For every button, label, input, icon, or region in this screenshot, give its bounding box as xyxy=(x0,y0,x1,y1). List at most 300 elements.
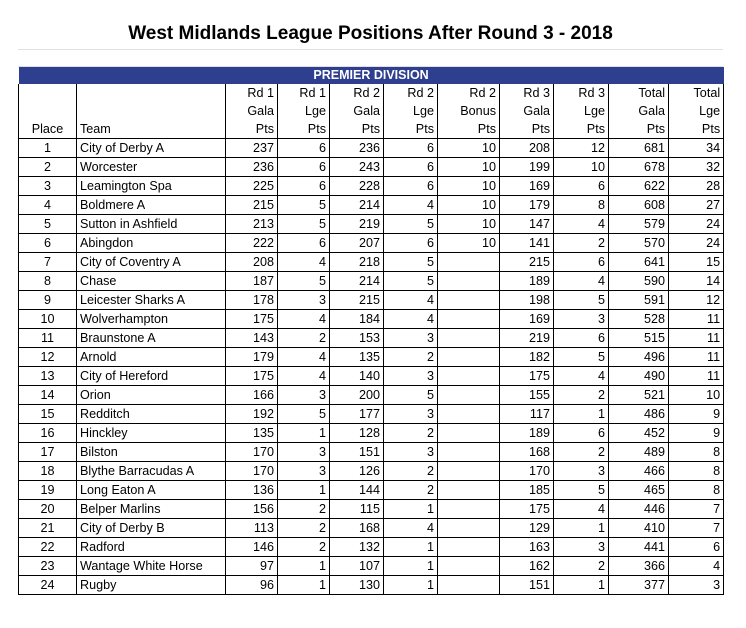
cell-rd3-gala: 199 xyxy=(500,158,554,177)
cell-total-gala: 489 xyxy=(609,443,669,462)
cell-rd3-gala: 208 xyxy=(500,139,554,158)
cell-team: Wantage White Horse xyxy=(77,557,226,576)
table-row xyxy=(19,557,724,576)
cell-team: Abingdon xyxy=(77,234,226,253)
cell-rd1-gala: 213 xyxy=(226,215,278,234)
cell-place: 10 xyxy=(19,310,77,329)
header-cell-total-lge: Lge xyxy=(669,102,724,120)
cell-rd2-lge: 4 xyxy=(384,196,438,215)
cell-total-lge: 8 xyxy=(669,443,724,462)
cell-rd2-gala: 184 xyxy=(330,310,384,329)
cell-rd2-bonus xyxy=(438,424,500,443)
cell-rd3-gala: 168 xyxy=(500,443,554,462)
cell-rd3-lge: 5 xyxy=(554,291,609,310)
cell-rd2-bonus: 10 xyxy=(438,215,500,234)
cell-rd1-lge: 1 xyxy=(278,424,330,443)
cell-team: City of Derby A xyxy=(77,139,226,158)
cell-rd1-lge: 1 xyxy=(278,557,330,576)
cell-place: 13 xyxy=(19,367,77,386)
cell-rd1-lge: 6 xyxy=(278,177,330,196)
cell-total-lge: 9 xyxy=(669,405,724,424)
header-cell-total-gala: Gala xyxy=(609,102,669,120)
cell-team: Leamington Spa xyxy=(77,177,226,196)
cell-total-gala: 441 xyxy=(609,538,669,557)
cell-rd3-gala: 189 xyxy=(500,424,554,443)
cell-rd2-gala: 236 xyxy=(330,139,384,158)
cell-team: City of Hereford xyxy=(77,367,226,386)
cell-rd3-gala: 155 xyxy=(500,386,554,405)
cell-rd2-gala: 144 xyxy=(330,481,384,500)
cell-rd2-bonus: 10 xyxy=(438,234,500,253)
cell-rd3-lge: 3 xyxy=(554,538,609,557)
cell-rd2-gala: 140 xyxy=(330,367,384,386)
cell-rd2-lge: 3 xyxy=(384,405,438,424)
cell-total-gala: 579 xyxy=(609,215,669,234)
cell-total-lge: 11 xyxy=(669,348,724,367)
cell-rd3-gala: 185 xyxy=(500,481,554,500)
cell-rd1-gala: 236 xyxy=(226,158,278,177)
cell-team: Orion xyxy=(77,386,226,405)
cell-rd1-lge: 1 xyxy=(278,481,330,500)
cell-rd1-lge: 6 xyxy=(278,234,330,253)
header-cell-team: Team xyxy=(77,120,226,139)
cell-team: Hinckley xyxy=(77,424,226,443)
cell-rd3-lge: 6 xyxy=(554,329,609,348)
cell-total-lge: 3 xyxy=(669,576,724,595)
cell-total-gala: 466 xyxy=(609,462,669,481)
header-cell-rd3-lge: Lge xyxy=(554,102,609,120)
cell-team: Sutton in Ashfield xyxy=(77,215,226,234)
cell-rd2-gala: 132 xyxy=(330,538,384,557)
cell-rd2-bonus xyxy=(438,291,500,310)
cell-team: Chase xyxy=(77,272,226,291)
cell-rd2-bonus xyxy=(438,253,500,272)
cell-rd3-lge: 1 xyxy=(554,519,609,538)
cell-rd2-gala: 177 xyxy=(330,405,384,424)
cell-rd1-gala: 156 xyxy=(226,500,278,519)
table-row xyxy=(19,234,724,253)
cell-rd2-bonus: 10 xyxy=(438,196,500,215)
cell-team: Bilston xyxy=(77,443,226,462)
header-cell-rd2-lge: Rd 2 xyxy=(384,84,438,102)
cell-rd2-bonus xyxy=(438,310,500,329)
cell-rd3-gala: 151 xyxy=(500,576,554,595)
cell-place: 22 xyxy=(19,538,77,557)
spreadsheet xyxy=(18,18,723,595)
table-row xyxy=(19,500,724,519)
cell-rd3-lge: 3 xyxy=(554,462,609,481)
cell-rd2-gala: 115 xyxy=(330,500,384,519)
cell-rd2-bonus xyxy=(438,538,500,557)
header-row xyxy=(19,84,724,102)
cell-place: 1 xyxy=(19,139,77,158)
cell-total-lge: 15 xyxy=(669,253,724,272)
cell-rd2-bonus xyxy=(438,443,500,462)
cell-total-gala: 590 xyxy=(609,272,669,291)
cell-total-lge: 7 xyxy=(669,519,724,538)
header-cell-rd1-gala: Pts xyxy=(226,120,278,139)
cell-rd2-lge: 4 xyxy=(384,519,438,538)
cell-rd1-lge: 4 xyxy=(278,348,330,367)
cell-place: 24 xyxy=(19,576,77,595)
cell-team: Worcester xyxy=(77,158,226,177)
cell-rd2-gala: 126 xyxy=(330,462,384,481)
cell-rd1-lge: 3 xyxy=(278,291,330,310)
cell-rd3-gala: 175 xyxy=(500,500,554,519)
cell-rd2-lge: 4 xyxy=(384,291,438,310)
header-cell-place xyxy=(19,102,77,120)
cell-team: Boldmere A xyxy=(77,196,226,215)
cell-rd2-lge: 2 xyxy=(384,348,438,367)
table-row xyxy=(19,215,724,234)
cell-rd1-gala: 170 xyxy=(226,443,278,462)
cell-rd1-gala: 179 xyxy=(226,348,278,367)
cell-rd1-lge: 6 xyxy=(278,158,330,177)
cell-total-lge: 9 xyxy=(669,424,724,443)
cell-team: City of Derby B xyxy=(77,519,226,538)
cell-rd2-bonus xyxy=(438,386,500,405)
cell-total-lge: 34 xyxy=(669,139,724,158)
cell-place: 6 xyxy=(19,234,77,253)
cell-rd1-lge: 4 xyxy=(278,253,330,272)
cell-rd3-gala: 170 xyxy=(500,462,554,481)
blank-row xyxy=(18,50,723,67)
cell-rd2-lge: 5 xyxy=(384,215,438,234)
cell-rd1-gala: 237 xyxy=(226,139,278,158)
cell-rd2-gala: 200 xyxy=(330,386,384,405)
cell-rd2-gala: 168 xyxy=(330,519,384,538)
cell-rd2-bonus: 10 xyxy=(438,139,500,158)
cell-rd2-lge: 5 xyxy=(384,253,438,272)
cell-rd2-bonus xyxy=(438,557,500,576)
cell-rd2-bonus xyxy=(438,576,500,595)
table-row xyxy=(19,576,724,595)
table-row xyxy=(19,272,724,291)
cell-team: Braunstone A xyxy=(77,329,226,348)
cell-rd1-lge: 4 xyxy=(278,367,330,386)
cell-rd1-lge: 2 xyxy=(278,500,330,519)
header-cell-rd2-lge: Pts xyxy=(384,120,438,139)
cell-total-lge: 14 xyxy=(669,272,724,291)
cell-place: 3 xyxy=(19,177,77,196)
cell-place: 9 xyxy=(19,291,77,310)
cell-rd3-lge: 4 xyxy=(554,500,609,519)
header-row xyxy=(19,120,724,139)
cell-rd1-gala: 187 xyxy=(226,272,278,291)
header-cell-rd1-lge: Pts xyxy=(278,120,330,139)
cell-rd3-lge: 2 xyxy=(554,386,609,405)
cell-place: 7 xyxy=(19,253,77,272)
header-cell-total-gala: Pts xyxy=(609,120,669,139)
cell-team: Arnold xyxy=(77,348,226,367)
cell-rd3-gala: 162 xyxy=(500,557,554,576)
cell-team: Belper Marlins xyxy=(77,500,226,519)
header-cell-total-lge: Pts xyxy=(669,120,724,139)
cell-total-lge: 7 xyxy=(669,500,724,519)
cell-total-gala: 521 xyxy=(609,386,669,405)
cell-rd1-gala: 135 xyxy=(226,424,278,443)
table-row xyxy=(19,462,724,481)
cell-total-lge: 10 xyxy=(669,386,724,405)
cell-rd2-gala: 243 xyxy=(330,158,384,177)
cell-total-gala: 678 xyxy=(609,158,669,177)
cell-rd3-lge: 3 xyxy=(554,310,609,329)
cell-rd1-lge: 3 xyxy=(278,386,330,405)
cell-place: 15 xyxy=(19,405,77,424)
cell-total-lge: 27 xyxy=(669,196,724,215)
cell-place: 20 xyxy=(19,500,77,519)
cell-rd1-lge: 3 xyxy=(278,443,330,462)
table-row xyxy=(19,405,724,424)
cell-rd1-gala: 136 xyxy=(226,481,278,500)
cell-rd2-gala: 219 xyxy=(330,215,384,234)
cell-rd3-lge: 4 xyxy=(554,272,609,291)
cell-rd2-gala: 135 xyxy=(330,348,384,367)
header-cell-rd1-gala: Rd 1 xyxy=(226,84,278,102)
cell-rd2-lge: 2 xyxy=(384,481,438,500)
cell-team: Redditch xyxy=(77,405,226,424)
cell-rd2-bonus xyxy=(438,481,500,500)
cell-rd1-gala: 222 xyxy=(226,234,278,253)
cell-rd2-gala: 214 xyxy=(330,272,384,291)
header-cell-team xyxy=(77,102,226,120)
cell-rd3-gala: 182 xyxy=(500,348,554,367)
cell-team: Blythe Barracudas A xyxy=(77,462,226,481)
cell-rd1-gala: 96 xyxy=(226,576,278,595)
cell-total-lge: 8 xyxy=(669,481,724,500)
cell-rd2-lge: 2 xyxy=(384,424,438,443)
cell-rd2-lge: 1 xyxy=(384,538,438,557)
table-row xyxy=(19,291,724,310)
header-cell-rd1-lge: Rd 1 xyxy=(278,84,330,102)
cell-total-lge: 11 xyxy=(669,367,724,386)
header-cell-total-gala: Total xyxy=(609,84,669,102)
header-cell-place xyxy=(19,84,77,102)
cell-rd2-lge: 6 xyxy=(384,177,438,196)
cell-rd1-gala: 178 xyxy=(226,291,278,310)
cell-rd2-bonus xyxy=(438,272,500,291)
header-cell-rd3-gala: Rd 3 xyxy=(500,84,554,102)
cell-rd3-lge: 2 xyxy=(554,557,609,576)
cell-rd1-gala: 170 xyxy=(226,462,278,481)
table-row xyxy=(19,177,724,196)
cell-total-gala: 486 xyxy=(609,405,669,424)
cell-rd2-bonus xyxy=(438,500,500,519)
cell-rd3-gala: 129 xyxy=(500,519,554,538)
header-cell-rd2-bonus: Rd 2 xyxy=(438,84,500,102)
header-cell-rd3-lge: Pts xyxy=(554,120,609,139)
cell-total-lge: 6 xyxy=(669,538,724,557)
cell-rd1-gala: 146 xyxy=(226,538,278,557)
cell-rd3-gala: 189 xyxy=(500,272,554,291)
cell-total-gala: 641 xyxy=(609,253,669,272)
cell-rd1-gala: 208 xyxy=(226,253,278,272)
cell-rd3-gala: 219 xyxy=(500,329,554,348)
cell-rd3-gala: 175 xyxy=(500,367,554,386)
cell-rd1-lge: 5 xyxy=(278,215,330,234)
cell-rd3-lge: 6 xyxy=(554,253,609,272)
cell-total-gala: 681 xyxy=(609,139,669,158)
cell-team: City of Coventry A xyxy=(77,253,226,272)
cell-total-lge: 24 xyxy=(669,215,724,234)
cell-rd1-lge: 2 xyxy=(278,519,330,538)
cell-rd3-lge: 6 xyxy=(554,424,609,443)
cell-total-lge: 11 xyxy=(669,310,724,329)
header-cell-rd2-gala: Pts xyxy=(330,120,384,139)
cell-rd3-gala: 179 xyxy=(500,196,554,215)
table-row xyxy=(19,329,724,348)
table-row xyxy=(19,253,724,272)
cell-rd2-lge: 6 xyxy=(384,234,438,253)
cell-rd2-gala: 130 xyxy=(330,576,384,595)
cell-rd2-lge: 1 xyxy=(384,557,438,576)
table-row xyxy=(19,310,724,329)
cell-rd2-gala: 218 xyxy=(330,253,384,272)
cell-team: Rugby xyxy=(77,576,226,595)
cell-rd1-gala: 175 xyxy=(226,367,278,386)
cell-rd2-bonus xyxy=(438,367,500,386)
header-cell-rd2-bonus: Pts xyxy=(438,120,500,139)
header-cell-place: Place xyxy=(19,120,77,139)
cell-total-lge: 28 xyxy=(669,177,724,196)
cell-rd3-gala: 147 xyxy=(500,215,554,234)
cell-rd3-gala: 163 xyxy=(500,538,554,557)
cell-total-gala: 446 xyxy=(609,500,669,519)
cell-rd3-lge: 8 xyxy=(554,196,609,215)
cell-rd1-gala: 97 xyxy=(226,557,278,576)
cell-rd1-gala: 175 xyxy=(226,310,278,329)
cell-rd1-lge: 4 xyxy=(278,310,330,329)
cell-place: 21 xyxy=(19,519,77,538)
cell-rd2-bonus xyxy=(438,405,500,424)
table-row xyxy=(19,519,724,538)
cell-rd1-gala: 215 xyxy=(226,196,278,215)
cell-rd1-lge: 1 xyxy=(278,576,330,595)
cell-rd2-bonus xyxy=(438,462,500,481)
cell-rd3-gala: 141 xyxy=(500,234,554,253)
cell-place: 12 xyxy=(19,348,77,367)
table-row xyxy=(19,481,724,500)
cell-rd2-lge: 6 xyxy=(384,139,438,158)
header-cell-total-lge: Total xyxy=(669,84,724,102)
cell-total-gala: 591 xyxy=(609,291,669,310)
cell-total-lge: 24 xyxy=(669,234,724,253)
cell-total-gala: 452 xyxy=(609,424,669,443)
cell-rd1-lge: 5 xyxy=(278,272,330,291)
cell-rd3-lge: 10 xyxy=(554,158,609,177)
cell-rd3-gala: 215 xyxy=(500,253,554,272)
cell-rd2-lge: 5 xyxy=(384,272,438,291)
cell-place: 19 xyxy=(19,481,77,500)
header-row xyxy=(19,102,724,120)
cell-team: Wolverhampton xyxy=(77,310,226,329)
table-row xyxy=(19,386,724,405)
table-row xyxy=(19,139,724,158)
header-cell-rd2-lge: Lge xyxy=(384,102,438,120)
cell-total-gala: 528 xyxy=(609,310,669,329)
cell-rd2-gala: 214 xyxy=(330,196,384,215)
cell-place: 2 xyxy=(19,158,77,177)
cell-rd2-gala: 153 xyxy=(330,329,384,348)
cell-team: Leicester Sharks A xyxy=(77,291,226,310)
cell-total-lge: 32 xyxy=(669,158,724,177)
cell-place: 16 xyxy=(19,424,77,443)
cell-rd1-lge: 6 xyxy=(278,139,330,158)
cell-rd2-lge: 3 xyxy=(384,367,438,386)
table-row xyxy=(19,196,724,215)
cell-rd3-gala: 169 xyxy=(500,310,554,329)
cell-place: 18 xyxy=(19,462,77,481)
cell-total-gala: 570 xyxy=(609,234,669,253)
header-cell-rd2-gala: Gala xyxy=(330,102,384,120)
cell-total-gala: 410 xyxy=(609,519,669,538)
cell-team: Long Eaton A xyxy=(77,481,226,500)
cell-rd2-bonus: 10 xyxy=(438,177,500,196)
cell-place: 8 xyxy=(19,272,77,291)
cell-rd2-lge: 5 xyxy=(384,386,438,405)
header-cell-rd1-gala: Gala xyxy=(226,102,278,120)
cell-rd2-gala: 128 xyxy=(330,424,384,443)
cell-rd3-lge: 4 xyxy=(554,367,609,386)
cell-place: 14 xyxy=(19,386,77,405)
cell-rd1-lge: 2 xyxy=(278,538,330,557)
cell-rd2-bonus xyxy=(438,348,500,367)
cell-rd3-lge: 5 xyxy=(554,348,609,367)
cell-rd2-gala: 215 xyxy=(330,291,384,310)
cell-rd2-bonus xyxy=(438,519,500,538)
header-cell-rd3-gala: Pts xyxy=(500,120,554,139)
header-cell-rd3-gala: Gala xyxy=(500,102,554,120)
cell-place: 23 xyxy=(19,557,77,576)
cell-team: Radford xyxy=(77,538,226,557)
cell-total-gala: 366 xyxy=(609,557,669,576)
cell-rd2-gala: 228 xyxy=(330,177,384,196)
table-row xyxy=(19,424,724,443)
cell-rd3-lge: 2 xyxy=(554,443,609,462)
division-title: PREMIER DIVISION xyxy=(19,67,724,84)
cell-rd3-lge: 12 xyxy=(554,139,609,158)
cell-rd3-lge: 4 xyxy=(554,215,609,234)
cell-total-gala: 465 xyxy=(609,481,669,500)
table-row xyxy=(19,367,724,386)
cell-rd2-gala: 107 xyxy=(330,557,384,576)
cell-rd1-lge: 5 xyxy=(278,196,330,215)
cell-rd1-gala: 113 xyxy=(226,519,278,538)
header-cell-team xyxy=(77,84,226,102)
league-table xyxy=(18,67,724,595)
sheet-title: West Midlands League Positions After Round 3 - 2018 xyxy=(18,18,723,50)
cell-rd3-lge: 1 xyxy=(554,405,609,424)
cell-total-gala: 377 xyxy=(609,576,669,595)
cell-rd1-gala: 192 xyxy=(226,405,278,424)
cell-rd1-lge: 3 xyxy=(278,462,330,481)
cell-total-lge: 12 xyxy=(669,291,724,310)
cell-rd2-bonus: 10 xyxy=(438,158,500,177)
cell-place: 11 xyxy=(19,329,77,348)
cell-rd3-lge: 6 xyxy=(554,177,609,196)
cell-rd1-gala: 225 xyxy=(226,177,278,196)
cell-total-gala: 608 xyxy=(609,196,669,215)
cell-rd2-lge: 1 xyxy=(384,500,438,519)
header-cell-rd1-lge: Lge xyxy=(278,102,330,120)
cell-rd3-lge: 5 xyxy=(554,481,609,500)
cell-rd3-lge: 2 xyxy=(554,234,609,253)
cell-total-gala: 515 xyxy=(609,329,669,348)
cell-total-lge: 8 xyxy=(669,462,724,481)
header-cell-rd2-gala: Rd 2 xyxy=(330,84,384,102)
cell-rd2-lge: 2 xyxy=(384,462,438,481)
table-row xyxy=(19,158,724,177)
